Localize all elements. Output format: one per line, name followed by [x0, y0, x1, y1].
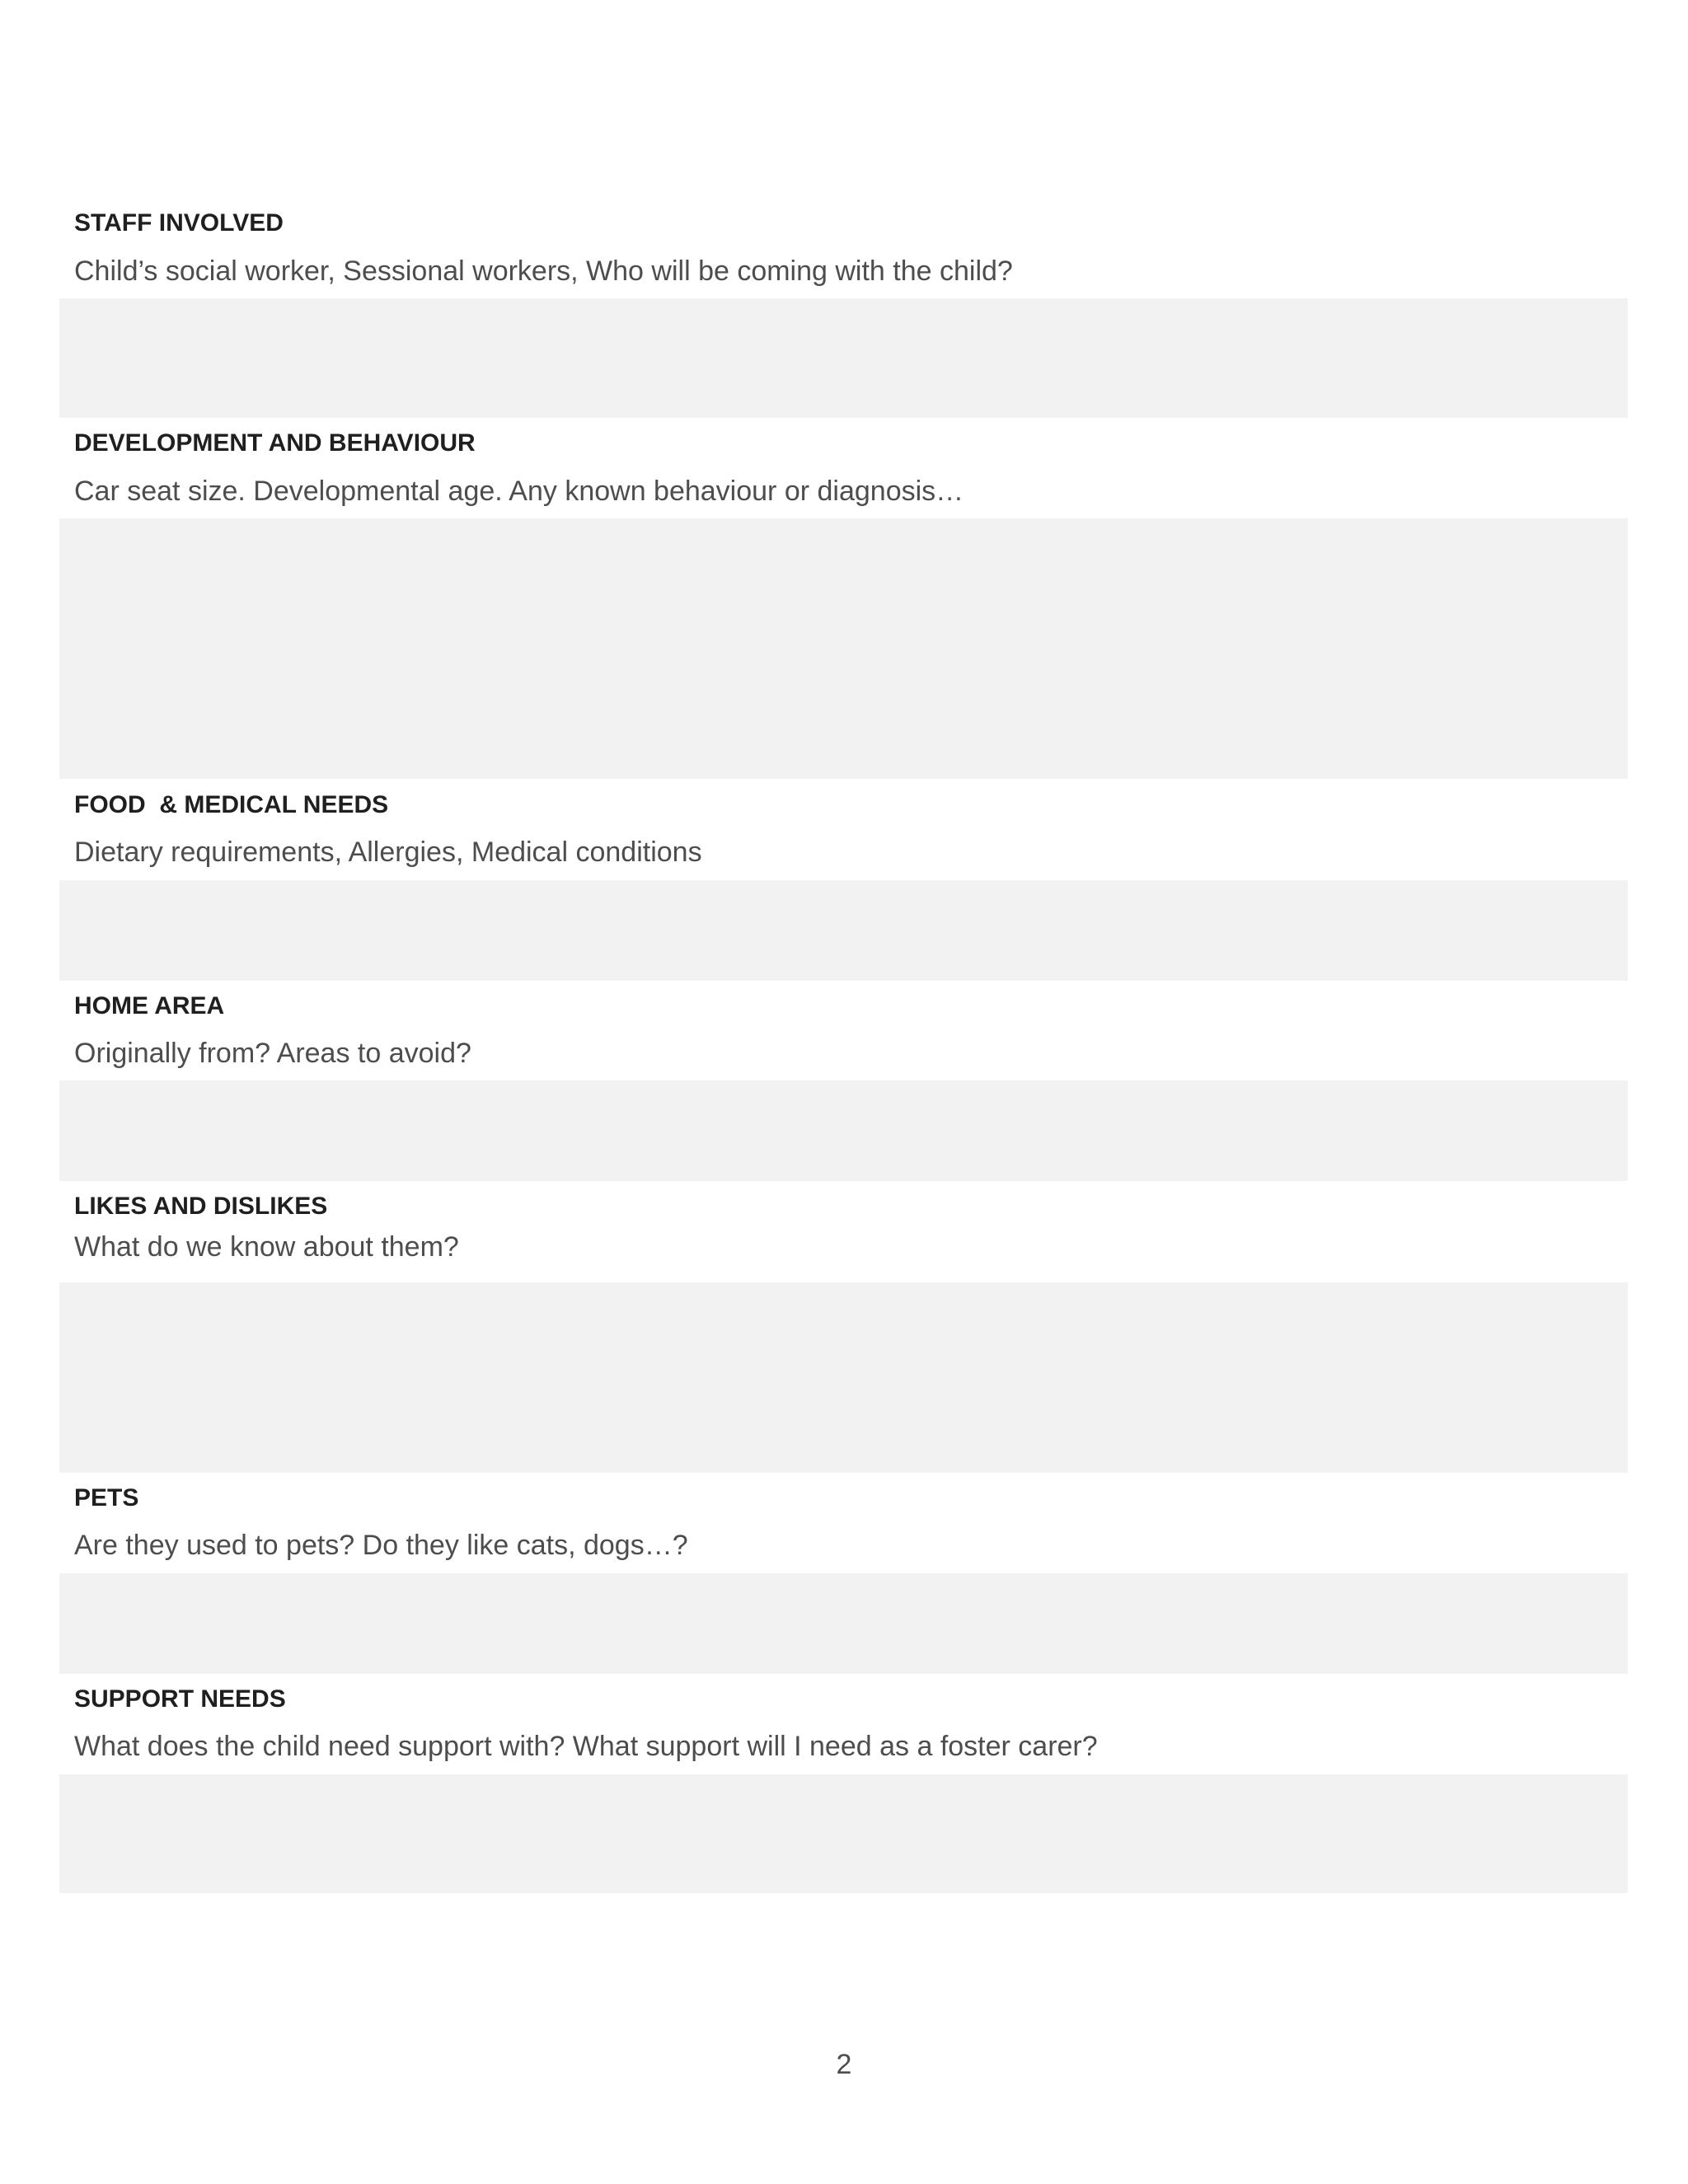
food-medical-needs-field[interactable] — [59, 880, 1628, 981]
pets-field[interactable] — [59, 1573, 1628, 1674]
section-title-food-medical-needs: FOOD & MEDICAL NEEDS — [74, 791, 389, 818]
section-prompt-pets: Are they used to pets? Do they like cats, dogs…? — [74, 1530, 688, 1561]
support-needs-field[interactable] — [59, 1774, 1628, 1893]
section-prompt-staff-involved: Child’s social worker, Sessional workers, Who will be coming with the child? — [74, 255, 1013, 287]
section-prompt-home-area: Originally from? Areas to avoid? — [74, 1038, 471, 1069]
page-number: 2 — [836, 2049, 852, 2080]
staff-involved-field[interactable] — [59, 298, 1628, 418]
section-title-likes-dislikes: LIKES AND DISLIKES — [74, 1193, 328, 1220]
section-prompt-development-behaviour: Car seat size. Developmental age. Any known behaviour or diagnosis… — [74, 476, 964, 507]
development-behaviour-field[interactable] — [59, 518, 1628, 779]
section-title-home-area: HOME AREA — [74, 992, 225, 1019]
section-prompt-likes-dislikes: What do we know about them? — [74, 1231, 459, 1263]
home-area-field[interactable] — [59, 1080, 1628, 1181]
section-prompt-food-medical-needs: Dietary requirements, Allergies, Medical conditions — [74, 837, 702, 868]
section-title-pets: PETS — [74, 1484, 139, 1511]
section-title-staff-involved: STAFF INVOLVED — [74, 209, 284, 237]
section-title-development-behaviour: DEVELOPMENT AND BEHAVIOUR — [74, 429, 476, 457]
section-title-support-needs: SUPPORT NEEDS — [74, 1685, 286, 1713]
section-prompt-support-needs: What does the child need support with? What support will I need as a foster carer? — [74, 1731, 1098, 1762]
likes-dislikes-field[interactable] — [59, 1282, 1628, 1473]
